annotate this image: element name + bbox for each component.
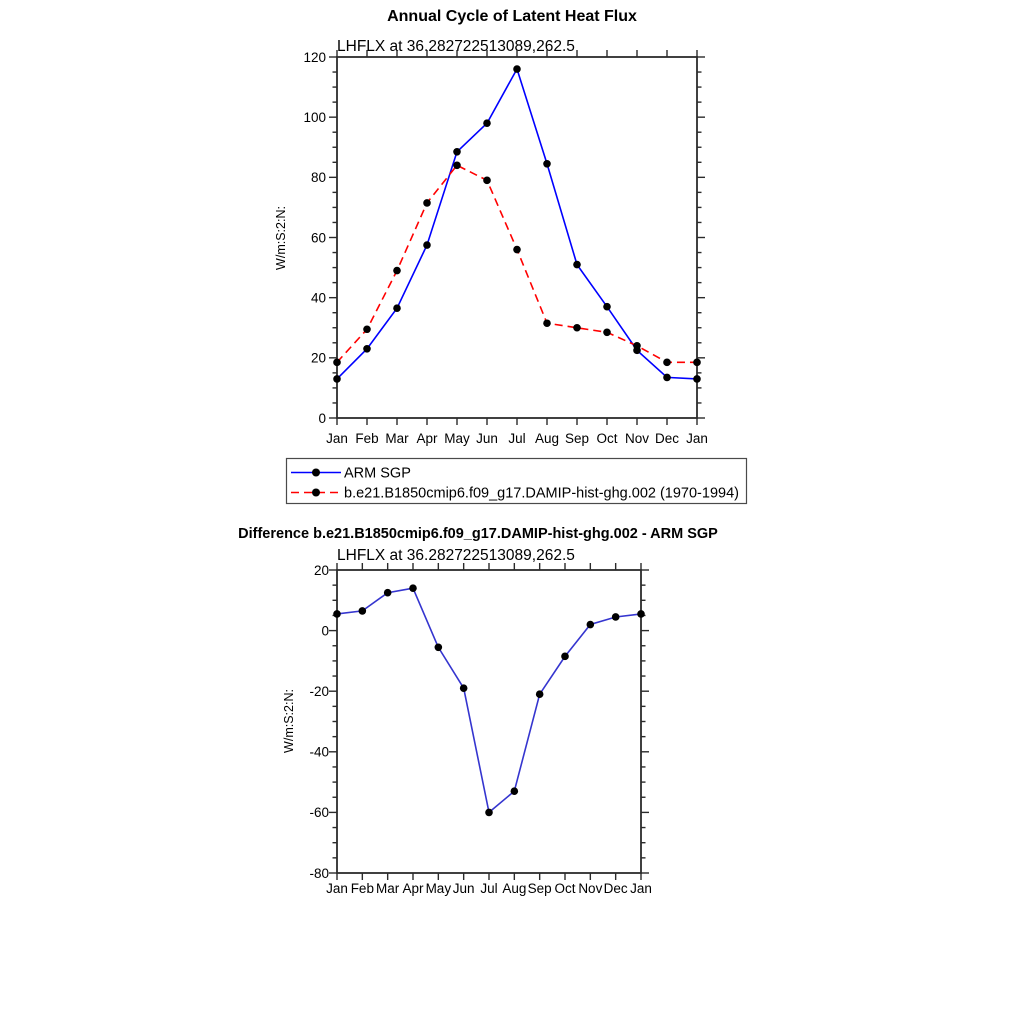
y-tick-label: -80	[309, 865, 329, 881]
data-point	[453, 162, 461, 170]
data-point	[423, 241, 431, 249]
plot-frame	[337, 57, 697, 418]
month-label: May	[425, 881, 452, 896]
data-point	[423, 199, 431, 207]
month-label: Jan	[686, 431, 708, 446]
y-tick-label: -60	[309, 805, 329, 821]
data-point	[663, 359, 671, 367]
month-label: Mar	[376, 881, 400, 896]
data-point	[693, 359, 701, 367]
data-point	[612, 613, 620, 621]
data-point	[513, 65, 521, 73]
month-label: Mar	[385, 431, 409, 446]
plot-frame	[337, 570, 641, 873]
series-line-arm-sgp	[337, 69, 697, 379]
data-point	[603, 328, 611, 336]
y-tick-label: -20	[309, 684, 329, 699]
month-label: Apr	[416, 431, 438, 446]
bottom-chart-y-axis-label: W/m:S:2:N:	[282, 689, 296, 753]
top-chart-subtitle: LHFLX at 36.282722513089,262.5	[337, 38, 575, 55]
month-label: Feb	[355, 431, 379, 446]
month-label: Oct	[554, 881, 576, 896]
data-point	[536, 690, 544, 698]
data-point	[543, 319, 551, 327]
month-label: May	[444, 431, 470, 446]
data-point	[435, 643, 443, 651]
legend	[287, 459, 747, 504]
data-point	[693, 375, 701, 383]
data-point	[485, 809, 493, 817]
data-point	[333, 610, 341, 618]
legend-marker-dot	[312, 469, 320, 477]
bottom-chart-subtitle: LHFLX at 36.282722513089,262.5	[337, 547, 575, 564]
legend-label-model-run: b.e21.B1850cmip6.f09_g17.DAMIP-hist-ghg.002 (1970-1994)	[344, 485, 739, 502]
data-point	[513, 246, 521, 254]
month-label: Jan	[326, 431, 348, 446]
y-tick-label: 40	[310, 290, 326, 306]
month-label: Oct	[596, 431, 618, 446]
data-point	[511, 787, 519, 795]
month-label: Dec	[654, 431, 680, 446]
data-point	[393, 267, 401, 275]
data-point	[483, 119, 491, 127]
data-point	[561, 653, 569, 661]
y-tick-label: 20	[310, 350, 326, 366]
data-point	[333, 375, 341, 383]
data-point	[384, 589, 392, 597]
month-label: Aug	[534, 431, 560, 446]
series-line-model-run	[337, 165, 697, 362]
data-point	[460, 684, 468, 692]
data-point	[393, 304, 401, 312]
month-label: Nov	[624, 431, 650, 446]
data-point	[573, 324, 581, 332]
data-point	[363, 325, 371, 333]
data-point	[633, 342, 641, 350]
y-tick-label: 0	[321, 623, 329, 639]
month-label: Jun	[452, 881, 475, 896]
month-label: Dec	[603, 881, 628, 896]
legend-marker-dot	[312, 489, 320, 497]
month-label: Sep	[527, 881, 552, 896]
month-label: Apr	[402, 881, 424, 896]
top-chart-plot-area	[303, 50, 707, 446]
data-point	[603, 303, 611, 311]
month-label: Jan	[326, 881, 348, 896]
month-label: Sep	[564, 431, 590, 446]
data-point	[573, 261, 581, 269]
month-label: Jul	[480, 881, 498, 896]
y-tick-label: 20	[313, 562, 329, 578]
data-point	[333, 359, 341, 367]
data-point	[663, 374, 671, 382]
month-label: Feb	[350, 881, 374, 896]
data-point	[637, 610, 645, 618]
month-label: Nov	[578, 881, 603, 896]
y-tick-label: 60	[310, 230, 326, 246]
series-line-difference	[337, 588, 641, 812]
data-point	[453, 148, 461, 156]
y-tick-label: 80	[310, 170, 326, 186]
legend-label-arm-sgp: ARM SGP	[344, 465, 411, 482]
y-tick-label: 0	[318, 410, 326, 426]
month-label: Jun	[476, 431, 498, 446]
month-label: Jul	[508, 431, 526, 446]
month-label: Jan	[630, 881, 652, 896]
data-point	[587, 621, 595, 629]
top-chart-title: Annual Cycle of Latent Heat Flux	[387, 8, 637, 25]
data-point	[543, 160, 551, 168]
top-chart-y-axis-label: W/m:S:2:N:	[274, 206, 288, 270]
data-point	[363, 345, 371, 353]
data-point	[409, 584, 417, 592]
y-tick-label: 120	[303, 49, 326, 65]
y-tick-label: 100	[303, 109, 326, 125]
data-point	[359, 607, 367, 615]
data-point	[483, 177, 491, 185]
bottom-chart-plot-area	[309, 563, 651, 896]
y-tick-label: -40	[309, 744, 329, 760]
bottom-chart-title: Difference b.e21.B1850cmip6.f09_g17.DAMIP-hist-ghg.002 - ARM SGP	[238, 526, 718, 542]
month-label: Aug	[502, 881, 527, 896]
